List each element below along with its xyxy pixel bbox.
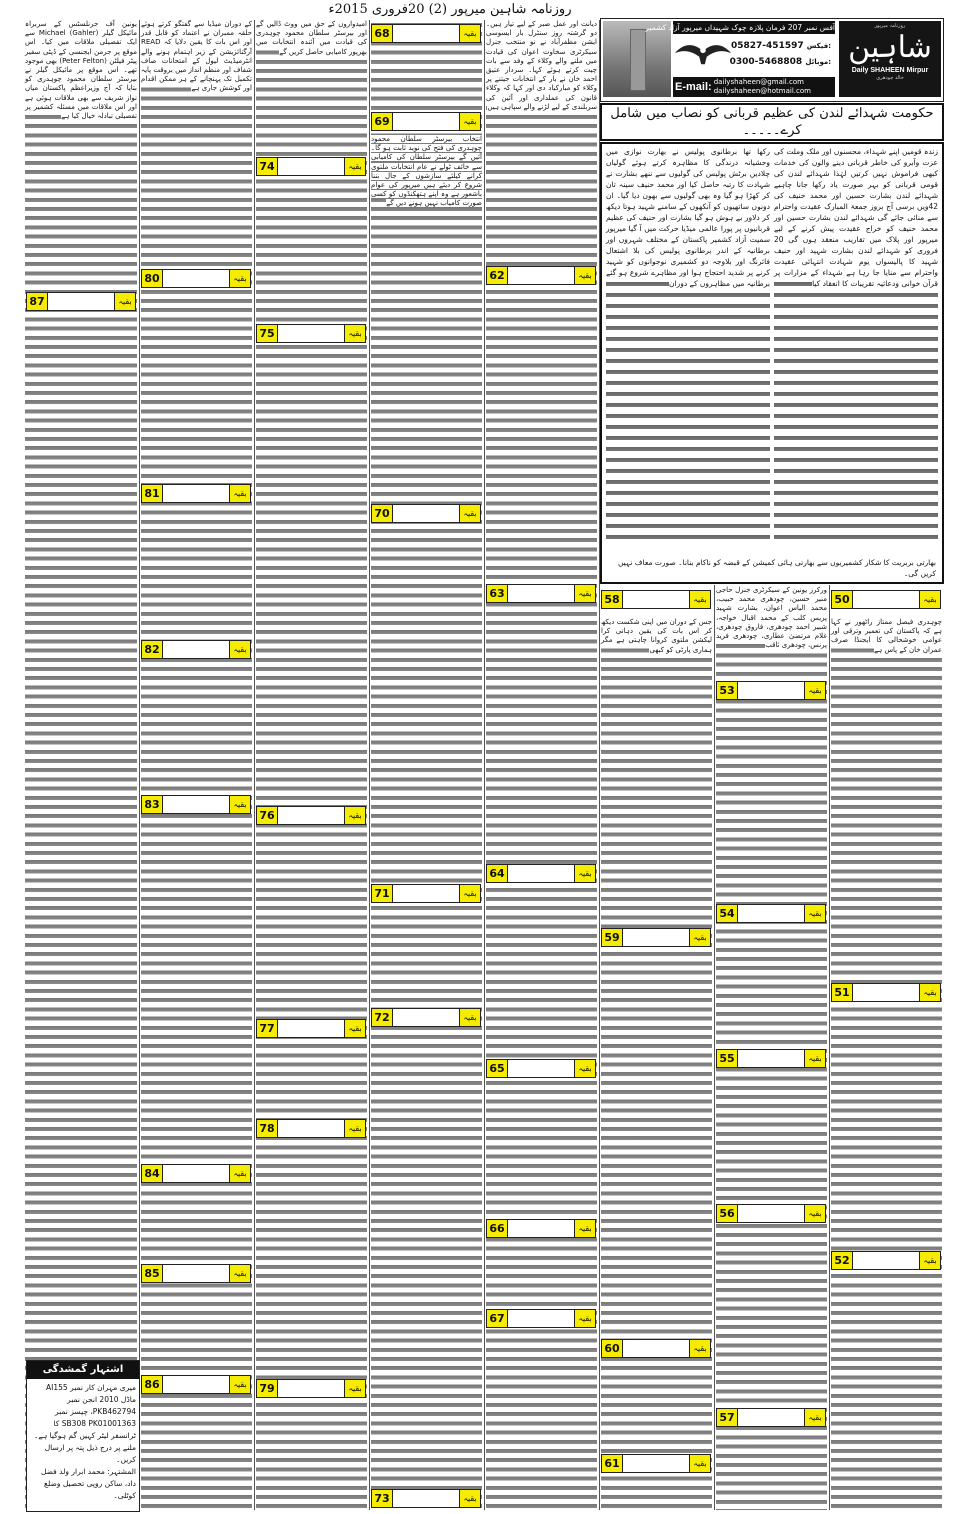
continued-box-79: [256, 1379, 366, 1398]
continued-number: 68: [372, 25, 393, 42]
continued-number: 60: [602, 1340, 623, 1357]
logo-english: Daily SHAHEEN Mirpur: [851, 67, 929, 74]
continued-number: 66: [487, 1220, 508, 1237]
continued-label: بقیہ: [689, 1340, 710, 1357]
continued-number: 78: [257, 1120, 278, 1137]
continued-number: 83: [142, 796, 163, 813]
column-r3: [831, 618, 942, 1510]
continued-number: 71: [372, 885, 393, 902]
eagle-icon: [675, 39, 731, 69]
continued-label: بقیہ: [574, 267, 595, 284]
column-r1: [601, 618, 712, 1510]
column-divider: [484, 20, 485, 1510]
continued-label: بقیہ: [344, 325, 365, 342]
continued-number: 63: [487, 585, 508, 602]
editorial-closing: بھارتی بربریت کا شکار کشمیریوں سے بھارتی ہائی کمیشن کے قبضہ کو ناکام بنانا۔ صورت معاف نہیں کریں گی۔: [606, 557, 936, 579]
editorial-col-left: رکھا تھا برطانوی پولیس نے بھارت نوازی میں وحشیانہ درندگی کا مظاہرہ کرتے ہوئے گولیاں چلادیں برٹش پولیس کی گولیوں سے ننھے بشارت نے شہادت کا رتبہ حاصل کیا اور محمد حنیف سینہ تان کر کھڑا ہو گیا وہ بھی گولیوں سے بھون دیا گیا۔ ان دونوں ساتھیوں کو آنکھوں کے سامنے شہید ہوتا دیکھ کر دلاور بے ہوش ہو گیا بشارت اور حنیف کی عظیم قربانیوں پر پورا عالمی میڈیا حرکت میں آ گیا میرپور سمیت آزاد کشمیر پاکستان کے مختلف شہروں اور برطانیہ کے اندر برطانوی پولیس کی بلا اشتعال فائرنگ اور بلاوجہ دو کشمیری نوجوانوں کو شہید کرنے پر شدید احتجاج ہوا اور مظاہرے شروع ہو گئے برطانیہ میں مظاہروں کے دوران: [606, 146, 770, 542]
continued-label: بقیہ: [574, 1220, 595, 1237]
continued-box-71: [371, 884, 481, 903]
continued-number: 80: [142, 270, 163, 287]
continued-label: بقیہ: [459, 505, 480, 522]
continued-number: 81: [142, 485, 163, 502]
continued-label: بقیہ: [459, 1009, 480, 1026]
continued-box-83: [141, 795, 251, 814]
continued-box-63: [486, 584, 596, 603]
continued-box-56: [716, 1204, 826, 1223]
editorial-col-right: زندہ قومیں اپنے شہداء، محسنوں اور ملک وملت کی عزت وآبرو کی خاطر قربانی دینے والوں کی خدمات کبھی فراموش نہیں کرتیں لہٰذا شہدائے لندن کی قومی قربانی کو بہر صورت یاد رکھا جانا چاہیے شہدائے لندن بشارت حسین اور محمد حنیف کی 42ویں برسی آج بروز جمعۃ المبارک عقیدت واحترام سے منائی جائے گی شہدائے لندن بشارت حسین اور محمد حنیف کو خراج عقیدت پیش کرنے کے لیے میرپور اور پلاک میں تقاریب منعقد ہوں گی 20 فروری کو شہدائے لندن بشارت شہید اور حنیف شہید کا پالیسواں یوم شہادت انتہائی عقیدت واحترام سے منایا جا رہا ہے شہداء کے مزارات پر قرآن خوانی ودعائیہ تقریبات کا انعقاد کیا: [774, 146, 938, 542]
continued-number: 59: [602, 929, 623, 946]
column-text: چوہدری فیصل ممتاز راٹھور نے کہا ہے کہ پاکستان کی تعمیر وترقی اور عوامی خوشحالی کا ایجنڈا صرف عمران خان کے پاس ہے: [831, 618, 942, 654]
continued-label: بقیہ: [919, 984, 940, 1001]
continued-number: 73: [372, 1490, 393, 1507]
continued-box-73: [371, 1489, 481, 1508]
continued-box-64: [486, 864, 596, 883]
newspaper-logo: [839, 21, 941, 97]
continued-box-58: [601, 590, 711, 609]
continued-box-65: [486, 1059, 596, 1078]
continued-label: بقیہ: [574, 585, 595, 602]
continued-label: بقیہ: [229, 270, 250, 287]
continued-box-74: [256, 157, 366, 176]
continued-number: 70: [372, 505, 393, 522]
page-header: روزنامہ شاہین میرپور (2) 20فروری 2015ء: [328, 2, 572, 17]
continued-box-78: [256, 1119, 366, 1138]
column-text: ورکرز یونین کے سیکرٹری جنرل حاجی منیر حسین، چودھری محمد حبیب، محمد الیاس اعوان، بشارت شہید پریس کلب کے محمد اقبال خواجہ، شبیر احمد چودھری، فاروق چودھری، غلام مرتضیٰ عطاری، چودھری فرید پرنس، چودھری ثاقب: [716, 586, 827, 650]
column-text: امیدواروں کے حق میں ووٹ ڈالیں گے اور بیرسٹر سلطان محمود چوہدری کی قیادت میں آئندہ انتخابات میں بھرپور کامیابی حاصل کریں گے: [256, 20, 367, 56]
classified-ad: [26, 1360, 140, 1512]
column-divider: [139, 20, 140, 1510]
contact-panel: [645, 21, 835, 97]
editorial-headline: حکومت شہدائے لندن کی عظیم قربانی کو نصاب میں شامل کرے۔۔۔۔۔: [600, 103, 944, 141]
email-label: E-mail:: [675, 81, 712, 93]
continued-number: 75: [257, 325, 278, 342]
continued-box-68: [371, 24, 481, 43]
classified-title: اشتہار گمشدگی: [27, 1361, 139, 1379]
continued-label: بقیہ: [804, 905, 825, 922]
fax-number: 05827-451597 فیکس:: [731, 41, 831, 51]
continued-box-80: [141, 269, 251, 288]
continued-label: بقیہ: [804, 1409, 825, 1426]
continued-label: بقیہ: [804, 1050, 825, 1067]
classified-body: میری مہران کار نمبر AI155 ماڈل 2010 انجن نمبر PKB462794، چیسز نمبر SB308 PK01001363 کا ٹرانسفر لیٹر کہیں گم ہوگیا ہے۔ ملنے پر درج ذیل پتہ پر ارسال کریں۔: [34, 1383, 136, 1464]
continued-label: بقیہ: [344, 1380, 365, 1397]
continued-label: بقیہ: [689, 929, 710, 946]
continued-number: 53: [717, 682, 738, 699]
continued-box-59: [601, 928, 711, 947]
continued-label: بقیہ: [459, 885, 480, 902]
continued-box-66: [486, 1219, 596, 1238]
continued-number: 72: [372, 1009, 393, 1026]
continued-number: 61: [602, 1455, 623, 1472]
continued-label: بقیہ: [459, 113, 480, 130]
continued-box-86: [141, 1375, 251, 1394]
continued-box-54: [716, 904, 826, 923]
editor-name: خالد چودھری: [876, 75, 904, 81]
column-text: یونین آف جرنلسٹس کے سربراہ مائیکل گیلر Michael (Gahler) سے ایک تفصیلی ملاقات میں کیا۔ اس موقع پر جرمن ایجنسی کے ڈپٹی سفیر پیٹر فیلٹن (Peter Felton) بھی موجود تھے۔ اس موقع پر مائیکل گیلر نے بیرسٹر سلطان محمود چوہدری کو بتایا کہ آج وزیراعظم پاکستان میاں نواز شریف سے بھی ملاقات ہوئی ہے اور اس ملاقات میں مسئلہ کشمیر پر تفصیلی تبادلہ خیال کیا ہے: [25, 20, 137, 121]
continued-box-52: [831, 1251, 941, 1270]
continued-label: بقیہ: [574, 1060, 595, 1077]
continued-number: 67: [487, 1310, 508, 1327]
continued-number: 74: [257, 158, 278, 175]
continued-number: 79: [257, 1380, 278, 1397]
column-text: دیانت اور عمل صبر کے لیے تیار ہیں۔ دو گرشتہ روز سنٹرل بار ایسوسی ایشن مظفرآباد نے نو منتخب جنرل سیکرٹری سخاوت اعوان کی قیادت میں ملنے والے وکلاء کے وفد سے بات چیت کرتے ہوئے کہا۔ سردار عتیق احمد خان نے بار کے انتخابات جیتنے پر وکلاء کو مبارکباد دی اور کہا کہ وکلاء قانون کی عملداری اور آئین کی سربلندی کے لیے لڑنے والے سپاہی ہیں: [486, 20, 597, 111]
continued-number: 62: [487, 267, 508, 284]
continued-label: بقیہ: [229, 796, 250, 813]
email-block: [673, 77, 835, 97]
continued-label: بقیہ: [689, 591, 710, 608]
continued-label: بقیہ: [804, 682, 825, 699]
continued-label: بقیہ: [804, 1205, 825, 1222]
continued-box-82: [141, 640, 251, 659]
continued-label: بقیہ: [919, 1252, 940, 1269]
continued-label: بقیہ: [459, 1490, 480, 1507]
continued-label: بقیہ: [229, 1265, 250, 1282]
continued-number: 56: [717, 1205, 738, 1222]
email-hotmail[interactable]: dailyshaheen@hotmail.com: [713, 87, 811, 95]
continued-box-85: [141, 1264, 251, 1283]
column-text: کے دوران میڈیا سے گفتگو کرتے ہوئے حلقہ ممبران نے اعتماد کو قابل قدر اور اس بات کا یقین دلایا کہ READ آرگنائزیشن کے زیر اہتمام ہونے والے انٹرمیڈیٹ لیول کے امتحانات صاف شفاف اور منظم انداز میں بروقت پایہ تکمیل تک پہنچانے کے ہر ممکن اقدام اور کوشش جاری ہے: [141, 20, 252, 93]
column-divider: [254, 20, 255, 1510]
continued-number: 51: [832, 984, 853, 1001]
continued-label: بقیہ: [229, 1165, 250, 1182]
continued-label: بقیہ: [229, 641, 250, 658]
continued-box-70: [371, 504, 481, 523]
continued-box-76: [256, 806, 366, 825]
office-address: آفس نمبر 207 فرمان پلازہ چوک شہیداں میرپور آزاد کشمیر: [645, 23, 835, 32]
continued-box-69: [371, 112, 481, 131]
continued-box-72: [371, 1008, 481, 1027]
continued-box-60: [601, 1339, 711, 1358]
masthead: [600, 18, 944, 102]
logo-prefix: روزنامہ میرپور: [874, 23, 906, 29]
continued-box-77: [256, 1019, 366, 1038]
continued-number: 65: [487, 1060, 508, 1077]
column-divider: [369, 20, 370, 1510]
continued-box-61: [601, 1454, 711, 1473]
editorial: [600, 142, 944, 584]
column-1: [25, 20, 137, 1510]
continued-box-51: [831, 983, 941, 1002]
continued-box-75: [256, 324, 366, 343]
continued-number: 82: [142, 641, 163, 658]
mobile-number: 0300-5468808 موبائل:: [729, 57, 831, 67]
continued-number: 54: [717, 905, 738, 922]
logo-urdu: شاہین: [848, 30, 932, 65]
continued-label: بقیہ: [344, 1020, 365, 1037]
column-text: جس کے دوران میں اپنی شکست دیکھ کر اس بات کی یقین دہانی کرا لیکشن ملتوی کروانا چاہتی ہے مگر ہماری پارٹی کو کبھی: [601, 618, 712, 654]
continued-label: بقیہ: [229, 1376, 250, 1393]
continued-number: 58: [602, 591, 623, 608]
continued-box-81: [141, 484, 251, 503]
continued-box-62: [486, 266, 596, 285]
continued-number: 84: [142, 1165, 163, 1182]
continued-label: بقیہ: [459, 25, 480, 42]
continued-box-87: [26, 292, 136, 311]
column-3: [256, 20, 367, 1510]
continued-box-57: [716, 1408, 826, 1427]
email-gmail[interactable]: dailyshaheen@gmail.com: [713, 78, 804, 86]
continued-label: بقیہ: [114, 293, 135, 310]
classified-advertiser: المشتہر: محمد ابرار ولد فضل داد، ساکن روپی تحصیل وضلع کوٹلی۔: [40, 1467, 136, 1500]
continued-label: بقیہ: [919, 591, 940, 608]
continued-box-55: [716, 1049, 826, 1068]
continued-number: 52: [832, 1252, 853, 1269]
continued-number: 77: [257, 1020, 278, 1037]
column-2: [141, 20, 252, 1510]
continued-number: 87: [27, 293, 48, 310]
continued-label: بقیہ: [344, 1120, 365, 1137]
column-divider: [714, 585, 715, 1510]
continued-number: 50: [832, 591, 853, 608]
continued-number: 57: [717, 1409, 738, 1426]
continued-box-53: [716, 681, 826, 700]
continued-number: 85: [142, 1265, 163, 1282]
continued-box-67: [486, 1309, 596, 1328]
continued-number: 86: [142, 1376, 163, 1393]
continued-label: بقیہ: [344, 158, 365, 175]
continued-number: 55: [717, 1050, 738, 1067]
continued-number: 76: [257, 807, 278, 824]
monument-tower: [630, 29, 646, 91]
continued-label: بقیہ: [344, 807, 365, 824]
continued-label: بقیہ: [574, 1310, 595, 1327]
column-4: [371, 20, 482, 1510]
continued-number: 69: [372, 113, 393, 130]
continued-number: 64: [487, 865, 508, 882]
continued-label: بقیہ: [689, 1455, 710, 1472]
column-5: [486, 20, 597, 1510]
column-r2: [716, 586, 827, 1510]
column-divider: [829, 585, 830, 1510]
column-text: انتخاب بیرسٹر سلطان محمود چوہدری کی فتح کی نوید ثابت ہو گا۔ آئیں گے بیرسٹر سلطان کی کامیابی سے خائف ٹولے نے عام انتخابات ملتوی کرانے کیلئے سازشوں کے جال بننا شروع کر دیئے ہیں میرپور کی عوام باشعور ہے وہ اپنے ہتھکنڈوں کو کسی صورت کامیاب نہیں ہونے دیں گے: [371, 135, 482, 208]
continued-box-50: [831, 590, 941, 609]
continued-label: بقیہ: [229, 485, 250, 502]
continued-box-84: [141, 1164, 251, 1183]
continued-label: بقیہ: [574, 865, 595, 882]
